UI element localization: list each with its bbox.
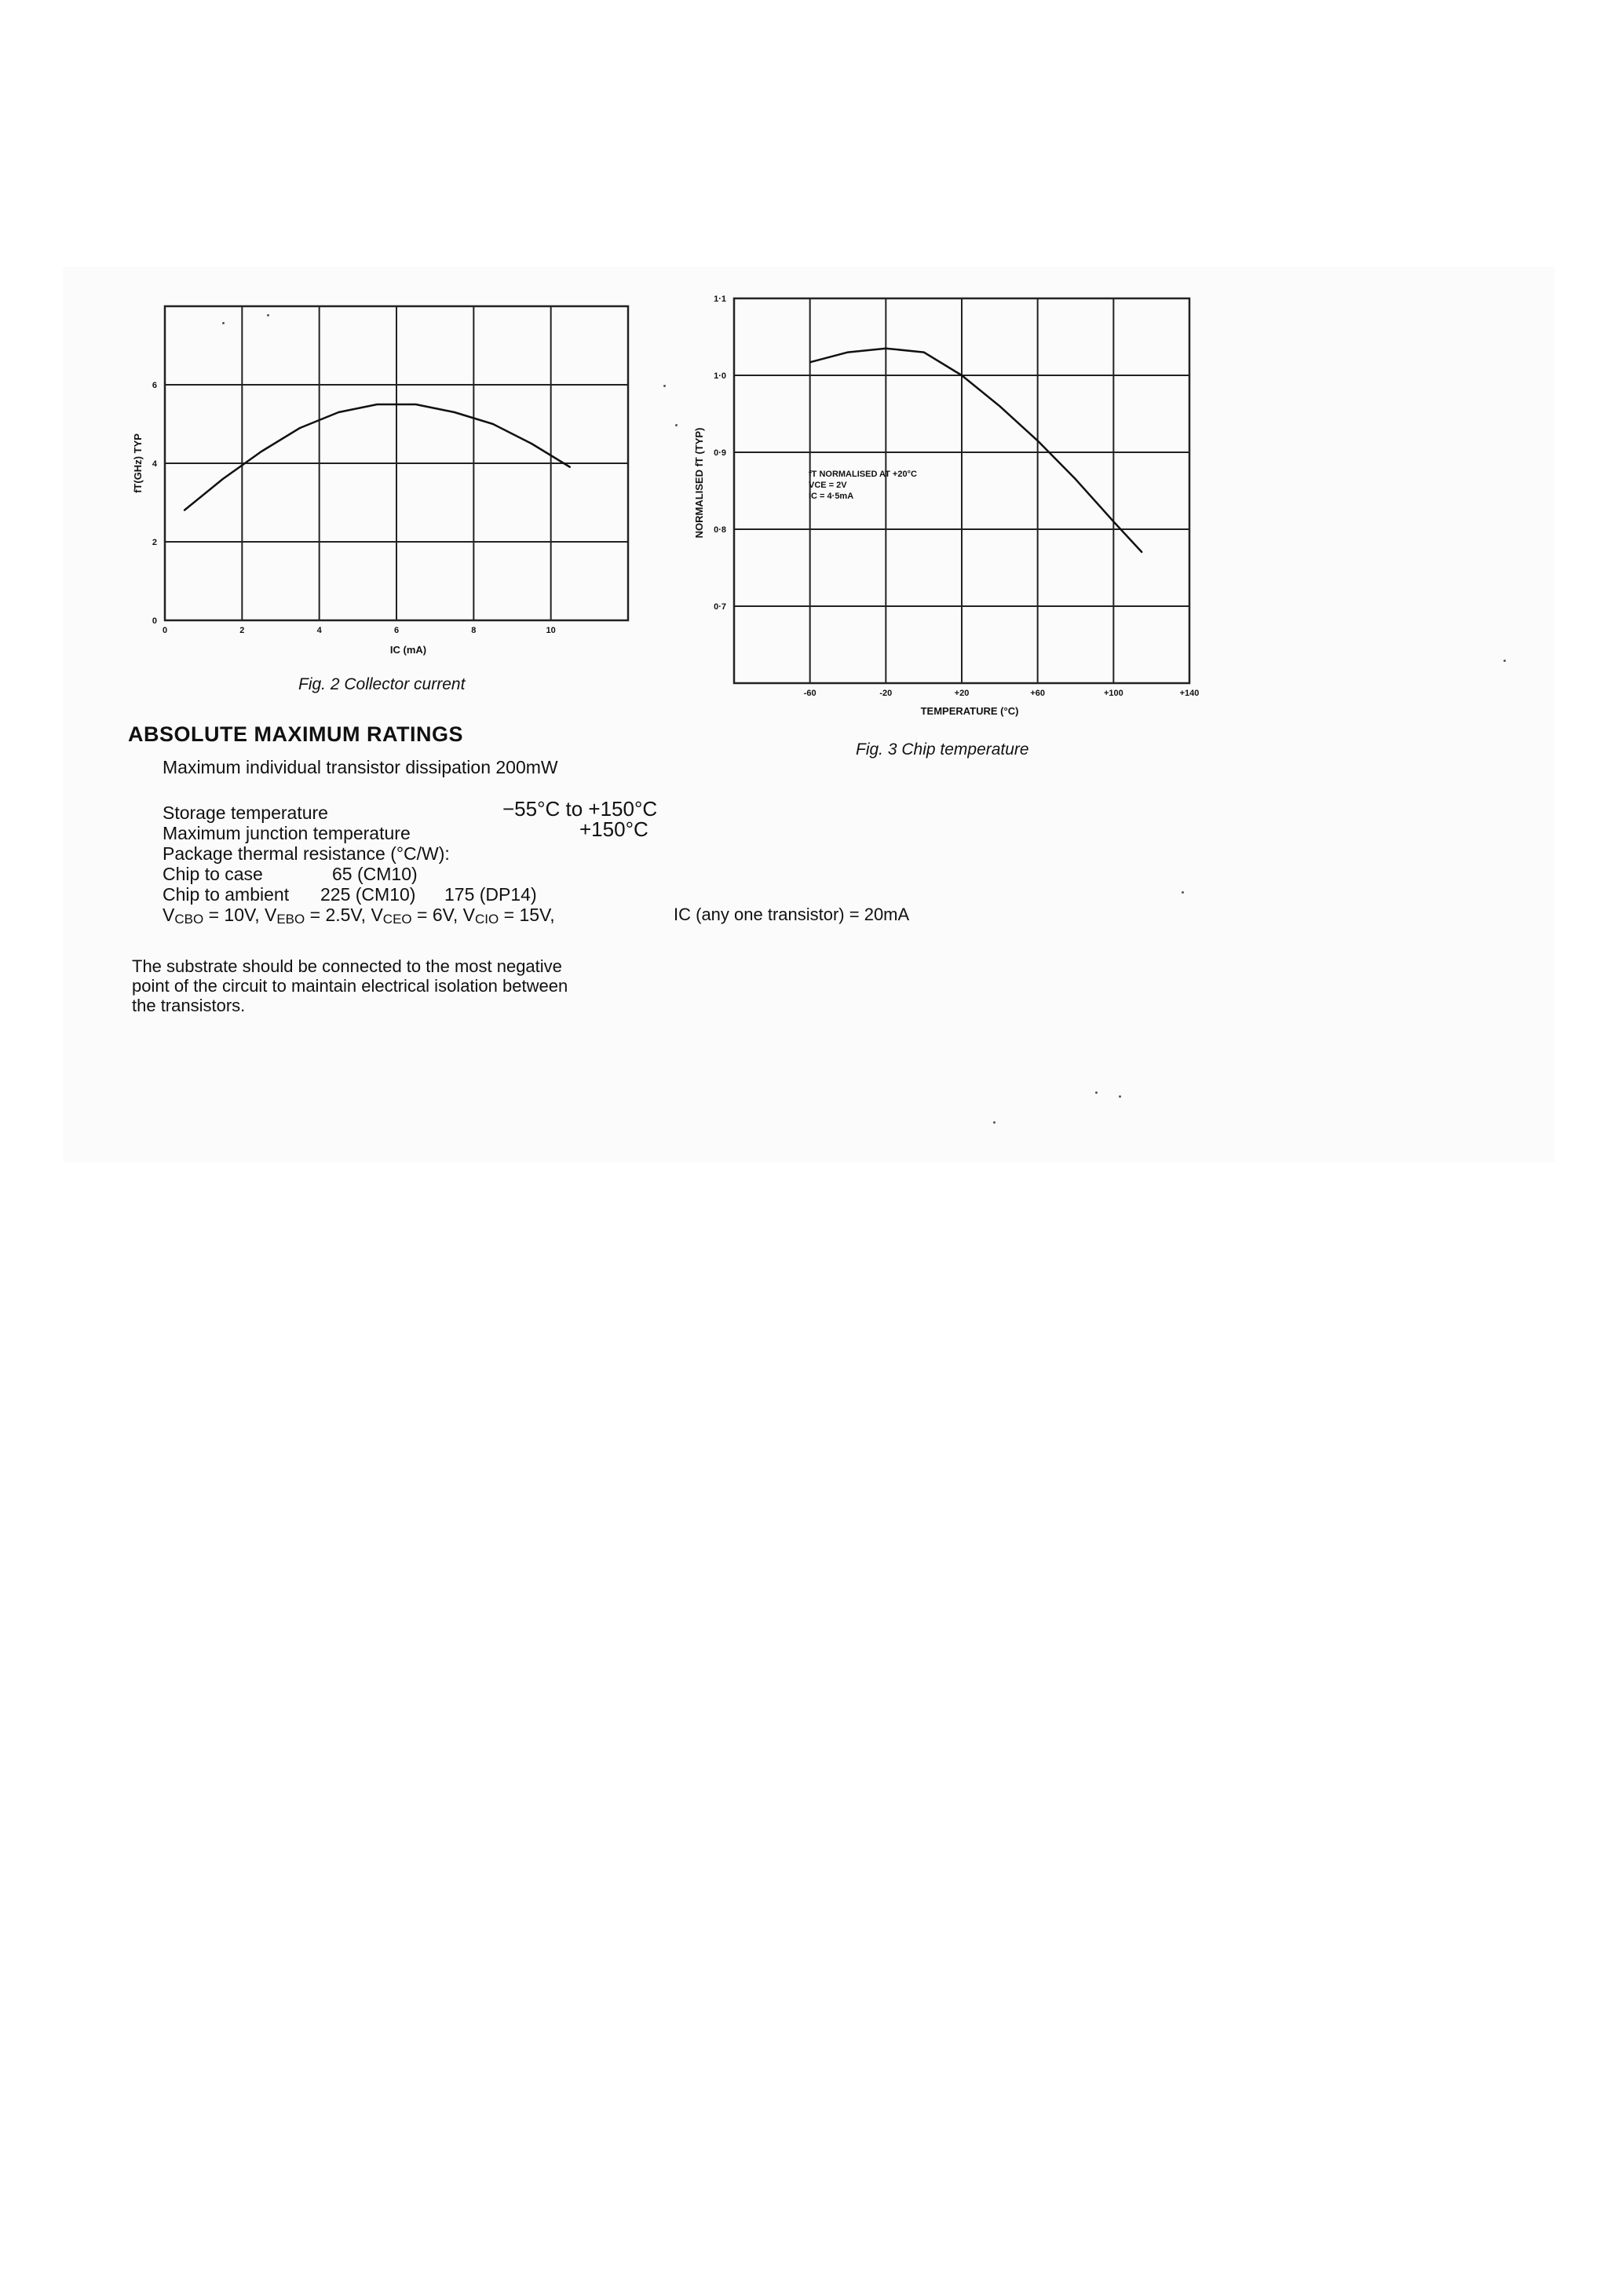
vebo-sub: EBO (276, 912, 305, 927)
max-dissipation-text: Maximum individual transistor dissipation 200mW (163, 757, 558, 777)
data-point (454, 411, 455, 413)
y-tick-label: 6 (152, 381, 157, 390)
vcbo-sub: CBO (174, 912, 204, 927)
y-tick-label: 1·1 (714, 294, 726, 304)
data-point (415, 404, 417, 405)
storage-temp-label: Storage temperature (163, 803, 328, 823)
scan-speck (267, 314, 269, 316)
scan-speck (1182, 891, 1184, 894)
y-tick-label: 0·9 (714, 448, 726, 458)
chip-to-ambient-cm10: 225 (CM10) (320, 884, 416, 905)
data-point (222, 478, 224, 480)
ic-rating: IC (any one transistor) = 20mA (674, 905, 910, 924)
data-point (886, 348, 887, 349)
y-tick-label: 1·0 (714, 371, 726, 381)
chart-annotation: VCE = 2V (809, 481, 847, 490)
scan-speck (675, 424, 678, 426)
y-tick-label: 0·7 (714, 602, 726, 612)
x-tick-label: 10 (546, 626, 556, 635)
x-axis-label: TEMPERATURE (°C) (920, 705, 1019, 717)
vceo-sub: CEO (382, 912, 412, 927)
chart-annotation: fT NORMALISED AT +20°C (809, 470, 917, 479)
x-tick-label: 4 (316, 626, 322, 635)
y-tick-label: 0·8 (714, 525, 726, 535)
ratings-heading: ABSOLUTE MAXIMUM RATINGS (128, 722, 463, 746)
x-tick-label: +100 (1103, 689, 1123, 698)
data-point (1142, 552, 1143, 554)
substrate-note-line: The substrate should be connected to the most negative (132, 956, 562, 976)
data-point (338, 411, 339, 413)
data-point (377, 404, 378, 405)
y-tick-label: 2 (152, 538, 157, 547)
y-axis-label: fT(GHz) TYP (132, 433, 144, 493)
fig3-caption: Fig. 3 Chip temperature (856, 740, 1029, 759)
vebo-value: = 2.5V, (305, 905, 371, 925)
chip-to-ambient-dp14: 175 (DP14) (444, 884, 537, 905)
x-axis-label: IC (mA) (389, 644, 427, 656)
x-tick-label: 0 (162, 626, 168, 635)
x-tick-label: -60 (803, 689, 816, 698)
data-point (1075, 479, 1076, 481)
x-tick-label: +140 (1179, 689, 1200, 698)
substrate-note-line: the transistors. (132, 996, 246, 1015)
chip-to-ambient-label: Chip to ambient (163, 884, 290, 905)
voltage-ratings: $V_{CBO} = 10V$, $V_{EBO} = 2.5V$, $V_{CEO} = 6V$, $V_{CIO} = 15V$, (163, 905, 555, 927)
data-point (569, 466, 571, 468)
fig2-caption: Fig. 2 Collector current (298, 675, 466, 693)
series-line (810, 349, 1142, 553)
data-point (847, 352, 849, 353)
y-tick-label: 0 (152, 616, 157, 626)
chart-annotation: IC = 4·5mA (809, 492, 854, 501)
x-tick-label: 2 (239, 626, 245, 635)
data-point (261, 451, 262, 452)
y-axis-label: NORMALISED fT (TYP) (693, 427, 705, 539)
data-point (184, 510, 185, 511)
data-point (531, 443, 532, 444)
y-tick-label: 4 (152, 459, 157, 469)
junction-temp-label: Maximum junction temperature (163, 823, 411, 843)
data-point (999, 405, 1001, 407)
data-point (299, 427, 301, 429)
data-point (809, 362, 811, 364)
scan-speck (1119, 1095, 1121, 1098)
data-point (961, 375, 963, 376)
vcio-sub: CIO (475, 912, 499, 927)
scan-speck (1095, 1091, 1098, 1094)
collector-current-chart (118, 283, 652, 660)
data-point (492, 423, 494, 425)
x-tick-label: 8 (471, 626, 477, 635)
chip-to-case-label: Chip to case (163, 864, 263, 884)
x-tick-label: 6 (393, 626, 400, 635)
substrate-note (132, 956, 650, 1015)
vcio-value: = 15V, (499, 905, 555, 925)
x-tick-label: +20 (954, 689, 970, 698)
chip-temperature-chart (691, 283, 1225, 738)
scan-speck (1503, 660, 1506, 662)
scan-speck (663, 385, 666, 387)
chip-to-case-value: 65 (CM10) (332, 864, 418, 884)
data-point (1037, 441, 1039, 442)
substrate-note-line: point of the circuit to maintain electrical isolation between (132, 976, 568, 996)
storage-temp-value: −55°C to +150°C (502, 797, 658, 821)
scan-speck (222, 322, 225, 324)
thermal-resistance-label: Package thermal resistance (°C/W): (163, 843, 450, 864)
vceo-value: = 6V, (411, 905, 463, 925)
scan-speck (993, 1121, 995, 1124)
data-point (923, 352, 925, 353)
vcbo-value: = 10V, (203, 905, 265, 925)
data-point (1113, 521, 1115, 522)
x-tick-label: -20 (879, 689, 893, 698)
x-tick-label: +60 (1030, 689, 1046, 698)
junction-temp-value: +150°C (579, 817, 648, 841)
